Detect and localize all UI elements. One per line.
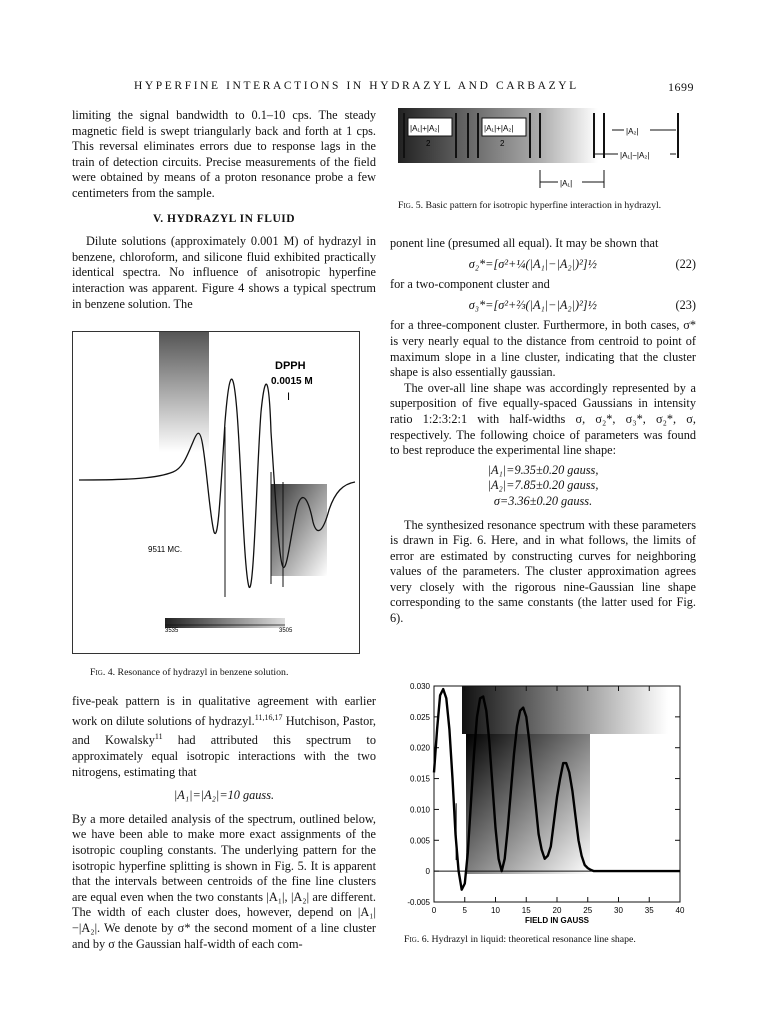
fig5-label-two-mid: 2 bbox=[500, 139, 505, 148]
fig6-shade-main bbox=[466, 734, 590, 874]
fig6-xtick-label: 20 bbox=[552, 906, 562, 915]
left-paragraph-1: limiting the signal bandwidth to 0.1–10 cps. The steady magnetic field is swept triangularly back and forth at 1 cps. This reversal eliminates errors due to response lags in the train of detection circuits. Precise measurements of the field were obtained by means of a proton resonance probe a few centimeters from the sample. bbox=[72, 108, 376, 200]
right-paragraph-1: ponent line (presumed all equal). It may be shown that bbox=[390, 236, 659, 250]
equation-23-number: (23) bbox=[675, 297, 696, 312]
fig4-caption-prefix: Fig. 4. bbox=[90, 667, 116, 678]
equation-22 bbox=[390, 257, 696, 273]
fig4-caption-text: Resonance of hydrazyl in benzene solution. bbox=[117, 667, 289, 678]
section-title: V. HYDRAZYL IN FLUID bbox=[152, 212, 296, 225]
ref-superscript-1: 11,16,17 bbox=[254, 712, 283, 722]
fig5-label-sum-left: |A₁|+|A₂| bbox=[410, 124, 440, 133]
figure-6 bbox=[398, 678, 698, 928]
fig6-ytick-label: -0.005 bbox=[407, 898, 430, 907]
fig6-caption-text: Hydrazyl in liquid: theoretical resonance line shape. bbox=[431, 934, 636, 945]
figure-4 bbox=[72, 331, 360, 654]
fig6-ytick-label: 0.010 bbox=[409, 805, 430, 815]
right-column-text bbox=[390, 236, 696, 627]
fig6-ytick-label: 0.015 bbox=[409, 774, 430, 784]
fig4-label-roman: I bbox=[287, 391, 291, 403]
fig5-label-diff: |A₁|−|A₂| bbox=[620, 151, 650, 160]
left-column-top bbox=[72, 108, 376, 312]
running-title: HYPERFINE INTERACTIONS IN HYDRAZYL AND CARBAZYL bbox=[134, 80, 579, 92]
page-number: 1699 bbox=[668, 80, 694, 94]
fig6-shade-top bbox=[462, 686, 668, 734]
fig4-label-dpph: DPPH bbox=[275, 360, 306, 372]
fig6-xtick-label: 0 bbox=[431, 906, 437, 915]
ref-superscript-2: 11 bbox=[154, 732, 163, 742]
fig5-label-sum-mid: |A₁|+|A₂| bbox=[484, 124, 514, 133]
fig5-caption-text: Basic pattern for isotropic hyperfine interaction in hydrazyl. bbox=[425, 200, 662, 211]
fig4-scale-left: 3535 bbox=[165, 628, 179, 634]
right-paragraph-3: for a three-component cluster. Furthermore, in both cases, σ* is very nearly equal to the distance from centroid to point of maximum slope in a line cluster, indicating that the cluster shape is also essentially gaussian. bbox=[390, 318, 696, 380]
running-header bbox=[134, 80, 694, 92]
fig4-shade-1 bbox=[159, 332, 209, 452]
fig5-label-a2: |A₂| bbox=[626, 127, 639, 136]
fig5-pattern bbox=[398, 108, 698, 198]
fig4-scale-right: 3505 bbox=[279, 628, 293, 634]
fig4-label-conc: 0.0015 M bbox=[271, 376, 313, 387]
fig6-ytick-label: 0.030 bbox=[409, 682, 430, 691]
fig4-label-freq: 9511 MC. bbox=[148, 545, 183, 554]
figure-5 bbox=[398, 108, 698, 198]
fig5-caption-prefix: Fig. 5. bbox=[398, 200, 424, 211]
fig6-xtick-label: 30 bbox=[614, 906, 623, 915]
fig6-xtick-label: 15 bbox=[521, 906, 531, 915]
equation-23 bbox=[390, 298, 696, 314]
equation-22-number: (22) bbox=[675, 256, 696, 271]
fig4-spectrum bbox=[73, 332, 359, 653]
fig5-caption bbox=[398, 200, 698, 212]
equation-23-formula: σ₃*=[σ²+⅔(|A₁|−|A₂|)²]½ bbox=[468, 297, 597, 312]
fig4-caption bbox=[90, 667, 380, 679]
fig6-xtick-label: 5 bbox=[462, 906, 467, 915]
left-column-bottom bbox=[72, 694, 376, 952]
equation-22-formula: σ₂*=[σ²+¼(|A₁|−|A₂|)²]½ bbox=[468, 256, 597, 271]
fig6-caption-prefix: Fig. 6. bbox=[404, 934, 430, 945]
fig6-xtick-label: 35 bbox=[644, 906, 654, 915]
parameter-sigma: σ=3.36±0.20 gauss. bbox=[493, 493, 593, 508]
right-paragraph-5: The synthesized resonance spectrum with these parameters is drawn in Fig. 6. Here, and in what follows, the limits of error are estimated by constructing curves for neighboring values of the parameters. The cluster approximation agrees very closely with the rigorous nine-Gaussian line shape corresponding to the same constants (the latter used for Fig. 6). bbox=[390, 517, 696, 626]
parameter-a1: |A₁|=9.35±0.20 gauss, bbox=[487, 462, 599, 477]
right-paragraph-2: for a two-component cluster and bbox=[390, 277, 550, 292]
fig6-xtick-label: 25 bbox=[583, 906, 593, 915]
fig6-caption bbox=[404, 934, 704, 946]
equation-equal: |A₁|=|A₂|=10 gauss. bbox=[173, 788, 275, 803]
left-paragraph-3c: had attributed this spectrum to approximately equal isotropic interactions with the two nitrogens, estimating that bbox=[72, 733, 376, 779]
left-paragraph-2: Dilute solutions (approximately 0.001 M) of hydrazyl in benzene, chloroform, and silicone fluid exhibited practically identical spectra. No influence of anisotropic hyperfine interaction was apparent. Figure 4 shows a typical spectrum in benzene solution. The bbox=[72, 234, 376, 311]
fig6-chart bbox=[398, 678, 698, 928]
fig6-ytick-label: 0.025 bbox=[409, 712, 430, 722]
fig5-label-two-left: 2 bbox=[426, 139, 431, 148]
fig6-ytick-label: 0 bbox=[425, 867, 430, 877]
right-paragraph-4: The over-all line shape was accordingly represented by a superposition of five equally-spaced Gaussians in intensity ratio 1:2:3:2:1 with half-widths σ, σ₂*, σ₃*, σ₂*, σ, respectively. The following choice of parameters was found to best reproduce the experimental line shape: bbox=[390, 380, 696, 458]
fig6-ytick-label: 0.020 bbox=[409, 743, 430, 753]
left-paragraph-3: five-peak pattern is in qualitative agreement with earlier work on dilute solutions of hydrazyl. bbox=[72, 694, 376, 728]
left-paragraph-4: By a more detailed analysis of the spectrum, outlined below, we have been able to make more exact assignments of the isotropic coupling constants. The underlying pattern for the isotropic hyperfine splitting is shown in Fig. 5. It is apparent that the intervals between centroids of the fine line clusters are equal even when the two constants |A₁|, |A₂| are different. The width of each cluster does, however, depend on |A₁|−|A₂|. We denote by σ* the second moment of a line cluster and by σ the Gaussian half-width of each com- bbox=[72, 811, 376, 951]
fig6-ytick-label: 0.005 bbox=[409, 836, 430, 846]
fig4-scale-bar bbox=[165, 618, 285, 628]
fig5-label-a1: |A₁| bbox=[560, 179, 573, 188]
fig6-xtick-label: 40 bbox=[675, 906, 685, 915]
fig6-xlabel: FIELD IN GAUSS bbox=[524, 916, 590, 925]
left-paragraph-3b: Hutchison, Pastor, and Kowalsky bbox=[72, 713, 377, 748]
parameter-a2: |A₂|=7.85±0.20 gauss, bbox=[487, 478, 599, 493]
fig6-xtick-label: 10 bbox=[491, 906, 500, 915]
